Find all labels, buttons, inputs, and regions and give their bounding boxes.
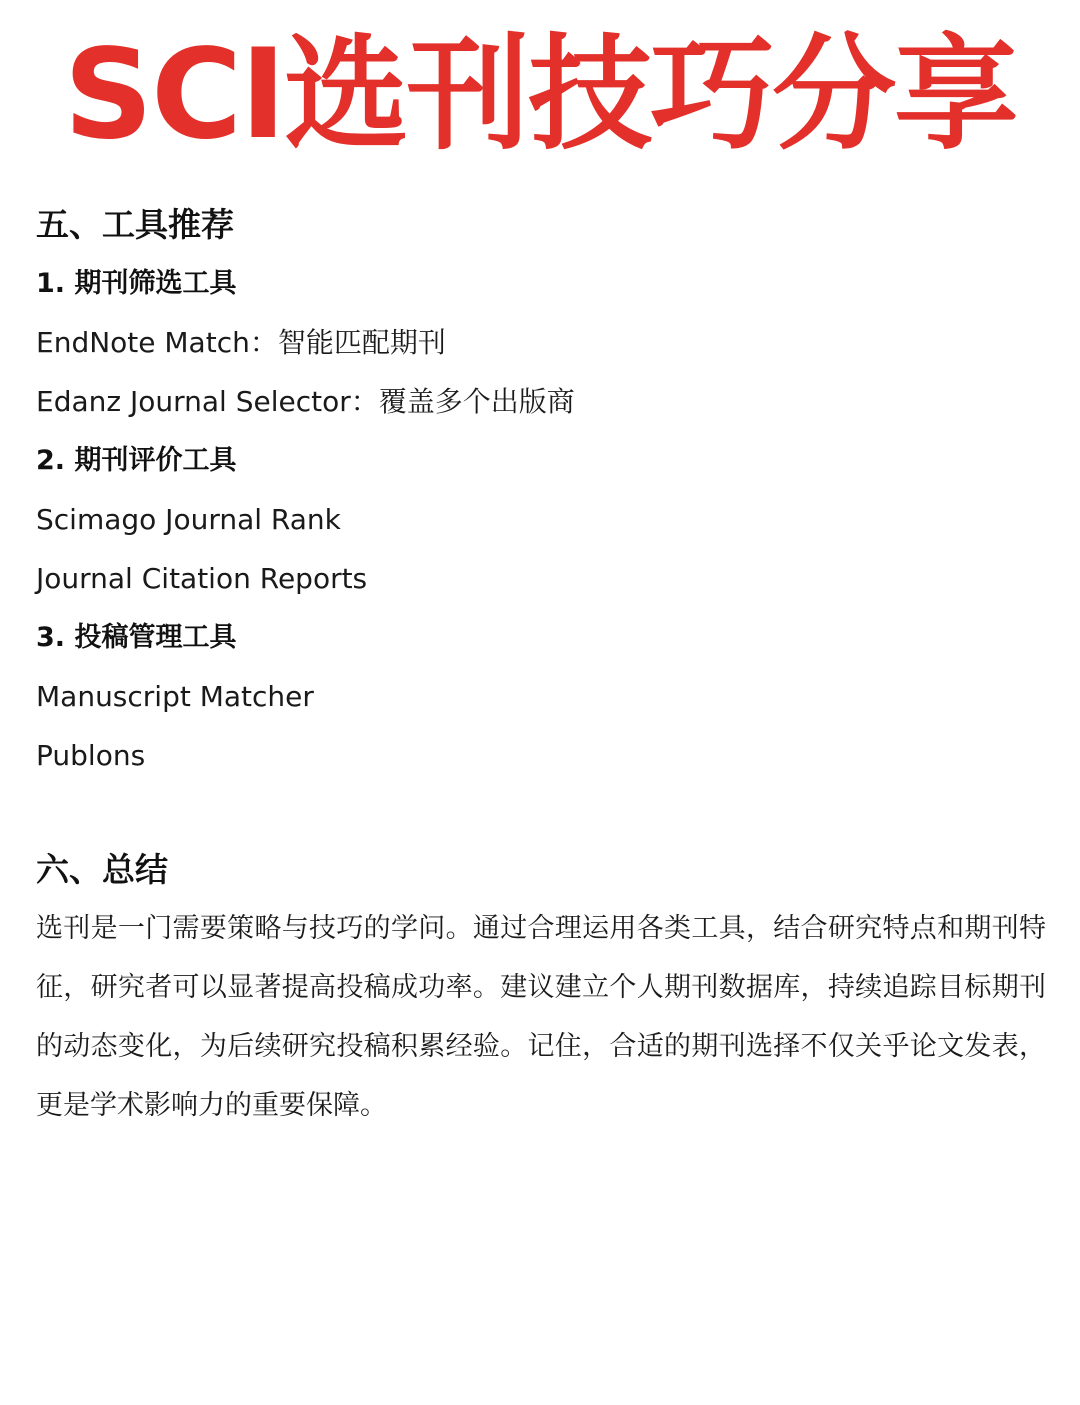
tool-group-evaluation bbox=[36, 431, 1046, 608]
group-heading-submission: 3. 投稿管理工具 bbox=[36, 622, 237, 653]
summary-paragraph: 选刊是一门需要策略与技巧的学问。通过合理运用各类工具，结合研究特点和期刊特征，研究者可以显著提高投稿成功率。建议建立个人期刊数据库，持续追踪目标期刊的动态变化，为后续研究投稿积累经验。记住，合适的期刊选择不仅关乎论文发表，更是学术影响力的重要保障。 bbox=[36, 913, 1046, 1121]
section-spacer bbox=[36, 785, 1046, 841]
section-heading-summary: 六、总结 bbox=[36, 850, 168, 889]
list-item: Edanz Journal Selector：覆盖多个出版商 bbox=[36, 385, 575, 418]
group-heading-evaluation: 2. 期刊评价工具 bbox=[36, 445, 237, 476]
group-heading-screening: 1. 期刊筛选工具 bbox=[36, 268, 237, 299]
list-item: EndNote Match：智能匹配期刊 bbox=[36, 326, 446, 359]
section-summary bbox=[36, 841, 1046, 1135]
section-tools bbox=[36, 196, 1046, 785]
list-item: Journal Citation Reports bbox=[36, 562, 368, 595]
tool-group-submission bbox=[36, 608, 1046, 785]
list-item: Manuscript Matcher bbox=[36, 680, 314, 713]
page-title: SCI选刊技巧分享 bbox=[63, 23, 1017, 167]
document-content bbox=[36, 196, 1046, 1135]
section-heading-tools: 五、工具推荐 bbox=[36, 205, 234, 244]
list-item: Scimago Journal Rank bbox=[36, 503, 341, 536]
tool-group-screening bbox=[36, 254, 1046, 431]
list-item: Publons bbox=[36, 739, 146, 772]
